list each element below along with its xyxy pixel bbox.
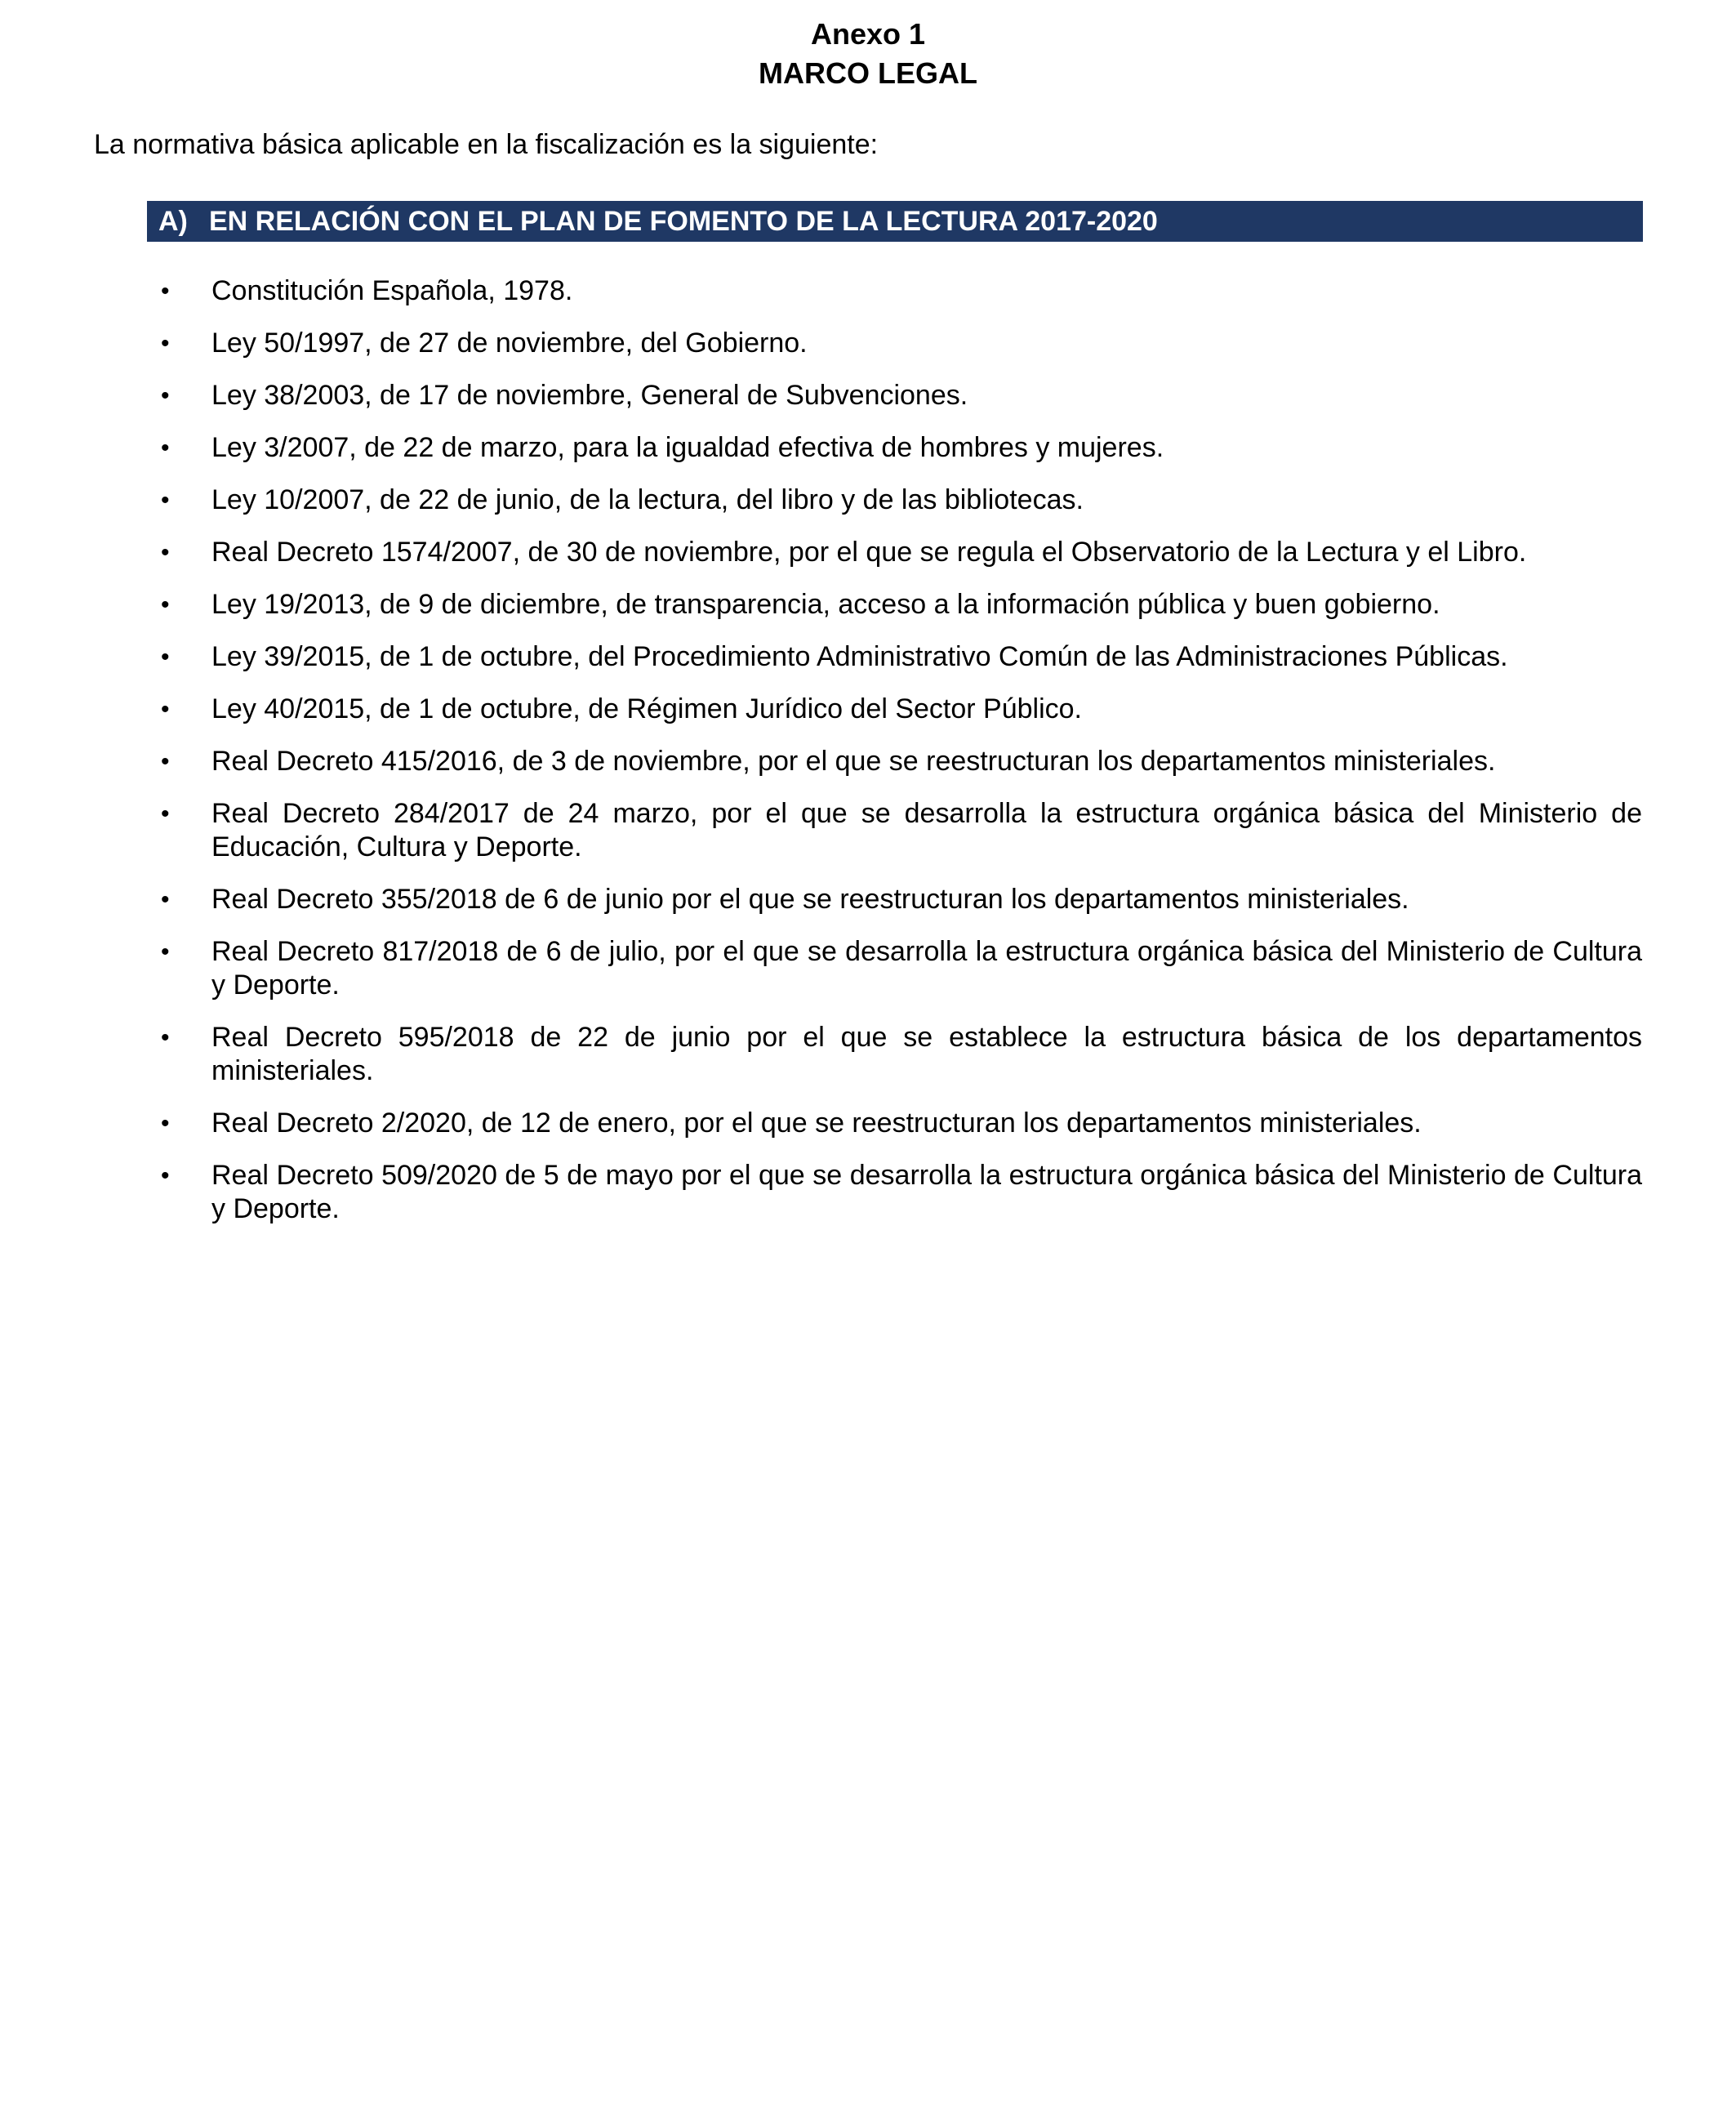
bullet-icon: •	[161, 539, 170, 566]
list-item-text: Ley 40/2015, de 1 de octubre, de Régimen Jurídico del Sector Público.	[211, 693, 1083, 724]
list-item	[161, 274, 1642, 308]
document-header	[0, 0, 1736, 93]
bullet-icon: •	[161, 748, 170, 775]
list-item	[161, 431, 1642, 465]
list-item-text: Real Decreto 415/2016, de 3 de noviembre, por el que se reestructuran los departamentos ministeriales.	[211, 746, 1496, 777]
list-item-text: Ley 38/2003, de 17 de noviembre, General de Subvenciones.	[211, 380, 968, 411]
bullet-icon: •	[161, 1110, 170, 1137]
bullet-icon: •	[161, 886, 170, 913]
list-item-text: Real Decreto 1574/2007, de 30 de noviembre, por el que se regula el Observatorio de la Lectura y el Libro.	[211, 537, 1527, 568]
bullet-icon: •	[161, 278, 170, 305]
list-item	[161, 883, 1642, 916]
legal-norms-list	[161, 274, 1642, 1226]
section-label: EN RELACIÓN CON EL PLAN DE FOMENTO DE LA LECTURA 2017-2020	[209, 205, 1158, 237]
list-item	[161, 1159, 1642, 1226]
list-item-text: Real Decreto 817/2018 de 6 de julio, por el que se desarrolla la estructura orgánica básica del Ministerio de Cultura y Deporte.	[211, 936, 1642, 1001]
bullet-icon: •	[161, 330, 170, 357]
bullet-icon: •	[161, 800, 170, 827]
list-item-text: Ley 39/2015, de 1 de octubre, del Procedimiento Administrativo Común de las Administraciones Públicas.	[211, 641, 1508, 672]
bullet-icon: •	[161, 1024, 170, 1051]
list-item-text: Real Decreto 284/2017 de 24 marzo, por el que se desarrolla la estructura orgánica básica del Ministerio de Educación, Cultura y Deporte.	[211, 798, 1642, 862]
list-item	[161, 588, 1642, 622]
list-item	[161, 640, 1642, 674]
list-item	[161, 1107, 1642, 1140]
section-letter: A)	[158, 205, 188, 237]
list-item	[161, 745, 1642, 778]
list-item	[161, 536, 1642, 569]
list-item	[161, 484, 1642, 517]
bullet-icon: •	[161, 1162, 170, 1189]
list-item	[161, 935, 1642, 1002]
bullet-icon: •	[161, 435, 170, 461]
annex-title: Anexo 1	[810, 17, 926, 51]
bullet-icon: •	[161, 487, 170, 514]
list-item-text: Ley 10/2007, de 22 de junio, de la lectura, del libro y de las bibliotecas.	[211, 484, 1084, 515]
list-item	[161, 1021, 1642, 1088]
list-item-text: Real Decreto 509/2020 de 5 de mayo por el que se desarrolla la estructura orgánica básica del Ministerio de Cultura y Deporte.	[211, 1160, 1642, 1224]
list-item-text: Ley 19/2013, de 9 de diciembre, de transparencia, acceso a la información pública y buen gobierno.	[211, 589, 1440, 620]
list-item	[161, 797, 1642, 864]
list-item-text: Real Decreto 595/2018 de 22 de junio por el que se establece la estructura básica de los departamentos ministeriales.	[211, 1022, 1642, 1086]
list-item-text: Constitución Española, 1978.	[211, 275, 573, 306]
bullet-icon: •	[161, 644, 170, 671]
bullet-icon: •	[161, 938, 170, 965]
page-title: MARCO LEGAL	[759, 56, 977, 90]
intro-text: La normativa básica aplicable en la fiscalización es la siguiente:	[94, 129, 879, 160]
bullet-icon: •	[161, 591, 170, 618]
list-item	[161, 379, 1642, 412]
bullet-icon: •	[161, 382, 170, 409]
list-item-text: Ley 3/2007, de 22 de marzo, para la igualdad efectiva de hombres y mujeres.	[211, 432, 1164, 463]
section-header-bar	[147, 201, 1643, 242]
bullet-icon: •	[161, 696, 170, 723]
list-item	[161, 327, 1642, 360]
list-item-text: Real Decreto 2/2020, de 12 de enero, por el que se reestructuran los departamentos ministeriales.	[211, 1108, 1422, 1139]
list-item-text: Real Decreto 355/2018 de 6 de junio por el que se reestructuran los departamentos ministeriales.	[211, 884, 1409, 915]
list-item-text: Ley 50/1997, de 27 de noviembre, del Gobierno.	[211, 328, 808, 359]
list-item	[161, 693, 1642, 726]
